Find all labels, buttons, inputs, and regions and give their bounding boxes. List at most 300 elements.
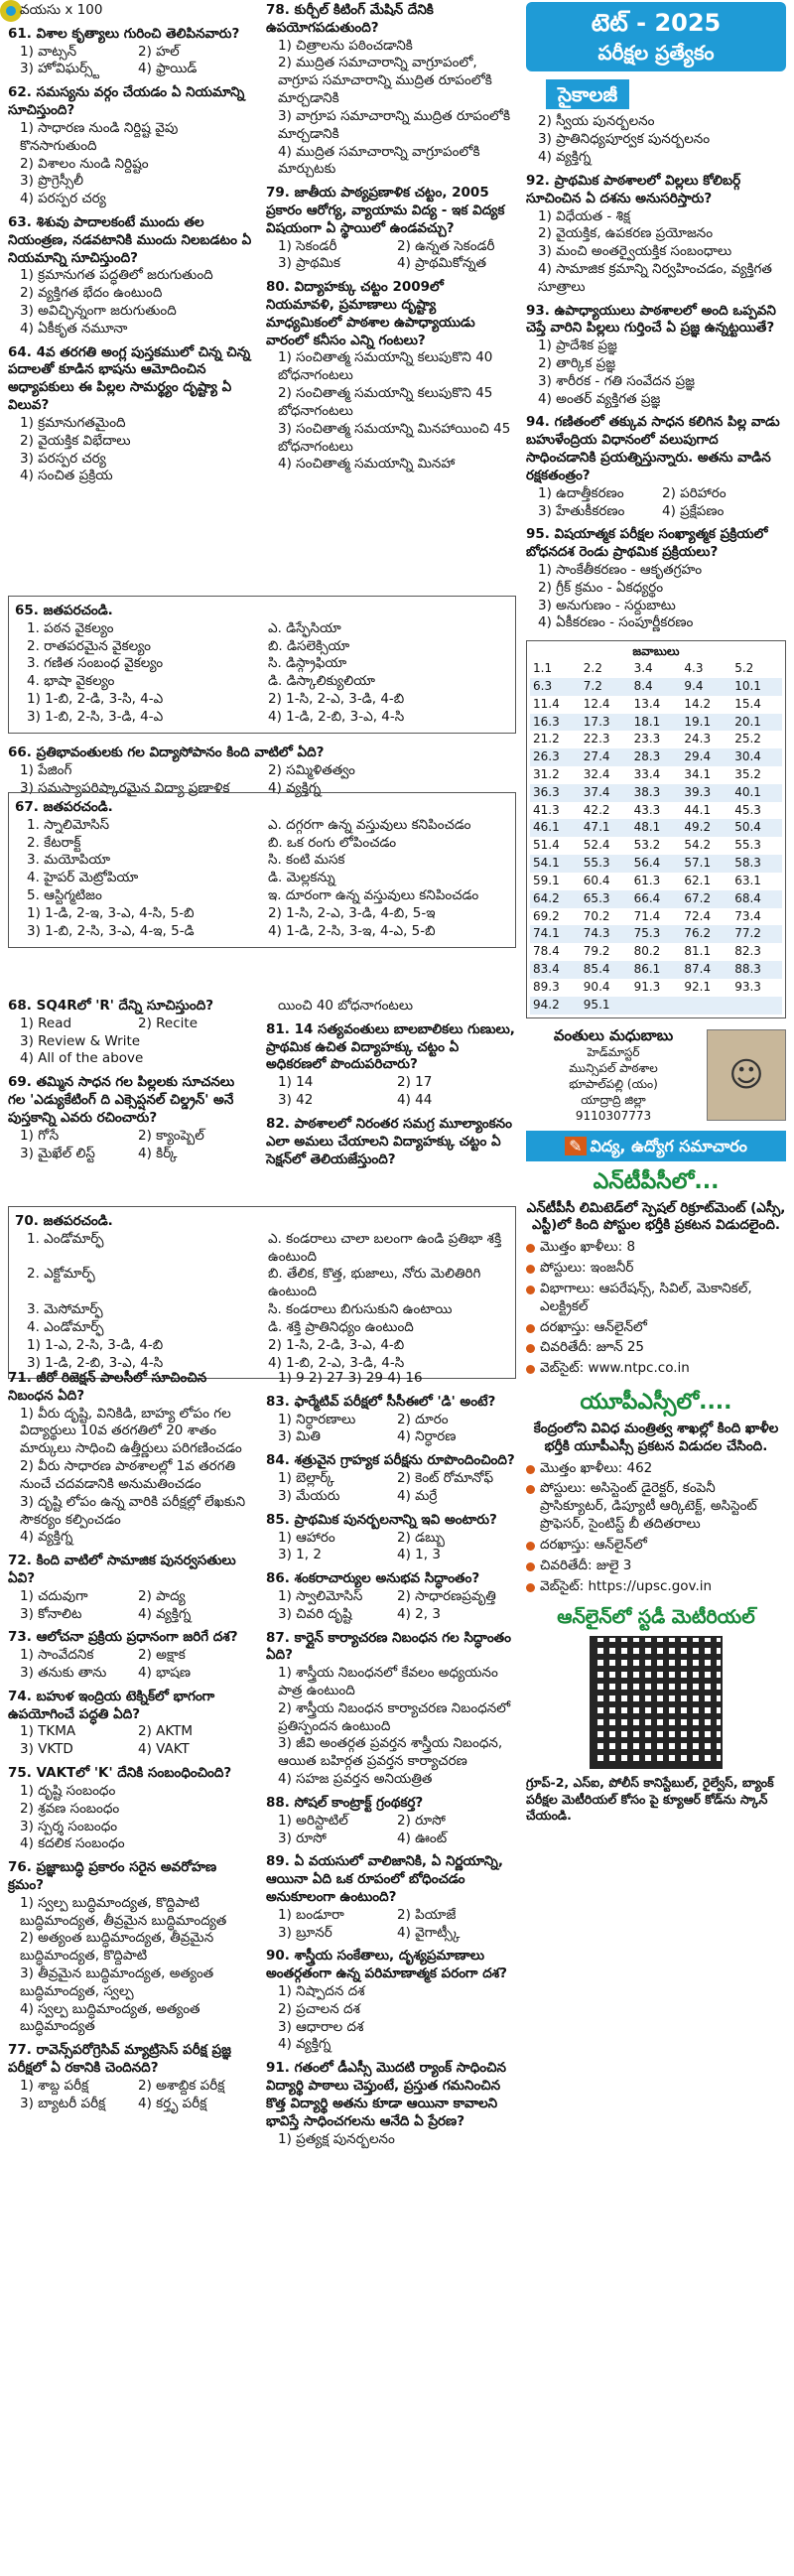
- question-text: 82. పాఠశాలలో నిరంతర సమగ్ర మూల్యాంకనం ఎలా అమలు చేయాలని విద్యాహక్కు చట్టం ఏ సెక్షన్‌లో తెలియజేస్తుంది?: [266, 1115, 513, 1167]
- option: 2) వైయక్తిక విభేదాలు: [20, 432, 131, 449]
- option: 1) చదువుగా: [20, 1587, 88, 1604]
- answer-cell: 13.4: [633, 696, 661, 711]
- answer-option: 3) 1-డి, 2-బి, 3-ఎ, 4-సి: [27, 1354, 164, 1371]
- answer-cell: 57.1: [681, 855, 731, 873]
- answer-row: [530, 997, 782, 1015]
- question: [8, 1859, 256, 2036]
- ntpc-heading: ఎన్‌టీపీసీలో...: [593, 1168, 720, 1194]
- option-row: [278, 1074, 516, 1092]
- option: 3) మేయరు: [278, 1487, 340, 1504]
- question: [8, 2, 256, 20]
- answer-cell: 41.3: [533, 802, 560, 817]
- option: 2) గ్రీక్ క్రమం - ఏకధ్యర్థం: [538, 579, 664, 596]
- question-text: 83. ఫార్మేటివ్ పరీక్షలో సీసీఈలో 'డి' అంటే?: [266, 1393, 496, 1410]
- answer-option: 2) 1-సి, 2-ఎ, 3-డి, 4-బి: [268, 691, 405, 708]
- answer-option: 2) 1-సి, 2-డి, 3-ఎ, 4-బి: [268, 1336, 405, 1353]
- tet-title: టెట్ - 2025: [591, 9, 722, 37]
- question: [266, 1512, 516, 1564]
- option: 4) భాషణ: [138, 1665, 191, 1681]
- news-band: ✎ విద్య, ఉద్యోగ సమాచారం: [526, 1131, 786, 1161]
- question: [8, 214, 256, 339]
- option: 1) వాట్సన్: [20, 43, 77, 60]
- option-row: [278, 1813, 516, 1830]
- answer-cell: 19.1: [681, 714, 731, 732]
- option: 3) మితి: [278, 1428, 321, 1445]
- match-left: 3. మయోపియా: [27, 852, 111, 869]
- answer-option: 3) 1-బి, 2-సి, 3-ఎ, 4-ఇ, 5-డి: [27, 922, 195, 939]
- author-phone: 9110307773: [575, 1108, 652, 1123]
- answer-option: 4) 1-బి, 2-ఎ, 3-డి, 4-సి: [268, 1354, 405, 1371]
- question: [8, 745, 516, 797]
- option: 2) పరిహారం: [662, 484, 727, 501]
- match-right: ఎ. డిస్ఫేసియా: [268, 619, 341, 636]
- bullet-icon: [526, 1365, 535, 1374]
- answer-cell: 88.3: [731, 961, 782, 979]
- bullet-text: పోస్టులు: ఇంజనీర్: [540, 1260, 634, 1277]
- match-right: ఎ. కండరాలు చాలా బలంగా ఉండి ప్రతిభా శక్తి ఉంటుంది: [268, 1230, 502, 1265]
- question-text: 89. ఏ వయసులో వాలిజానికి, ఏ నిర్ణయాన్ని, ఆయినా ఏది ఒక రూపంలో బోధించడం అనుకూలంగా ఉంటుంది?: [266, 1853, 503, 1905]
- match-row: [27, 870, 509, 887]
- bullet-text: దరఖాస్తు: ఆన్‌లైన్‌లో: [540, 1318, 647, 1335]
- column-1-part-3: [8, 1370, 256, 2119]
- answer-cell: 55.3: [581, 855, 631, 873]
- answer-cell: 14.2: [684, 696, 712, 711]
- option: 2) వైయక్తిక, ఉపకరణ ప్రయోజనం: [538, 225, 714, 242]
- option: 4) కిర్క్: [138, 1145, 178, 1161]
- option: 2) AKTM: [138, 1723, 194, 1740]
- answer-cell: 89.3: [533, 979, 560, 994]
- answer-cell: 9.4: [681, 678, 731, 696]
- option: 1) Read: [20, 1015, 72, 1031]
- option: 3) చివరి దృష్టి: [278, 1605, 352, 1622]
- match-title: 70. జతపరచండి.: [15, 1213, 113, 1229]
- answer-cell: 65.3: [581, 890, 631, 908]
- question-text: 95. విషయాత్మక పరీక్షల సంఖ్యాత్మక ప్రక్రియలో బోధనదశ రెండు ప్రాథమిక ప్రక్రియలు?: [526, 526, 768, 561]
- answer-cell: 58.3: [731, 855, 782, 873]
- answer-cell: 83.4: [530, 961, 581, 979]
- option: 1) ఉదాత్తీకరణం: [538, 484, 624, 501]
- match-title: 67. జతపరచండి.: [15, 799, 113, 815]
- question-text: 93. ఉపాధ్యాయులు పాఠశాలలో అంది ఒప్పవని చెప్తే వారిని పిల్లలు గుర్తించే ఏ ప్రజ్ఞ ఉన్నట్టయితే?: [526, 302, 776, 337]
- answer-option: 4) 1-డి, 2-బి, 3-ఎ, 4-సి: [268, 708, 405, 725]
- answer-cell: 29.4: [681, 748, 731, 766]
- answer-cell: 75.3: [631, 925, 682, 943]
- section-title: సైకాలజీ: [546, 79, 629, 109]
- question-text: 91. గతంలో డీఎస్సీ మొదటి ర్యాంక్ సాధించిన విద్యార్థి పాఠాలు చెప్తుంటే, ప్రస్తుత గమనించిన కొత్త విద్యార్థి అతను కూడా ఆయినా కావాలని భావిస్తే సాధించగలను ఆనేది ఏ ప్రేరణ?: [266, 2060, 506, 2129]
- answer-cell: 30.4: [731, 748, 782, 766]
- question: [526, 113, 786, 166]
- answer-row: [530, 908, 782, 926]
- question-text: 75. VAKTలో 'K' దేనికి సంబంధించింది?: [8, 1765, 232, 1782]
- match-row: [27, 673, 509, 691]
- option: 4) ప్రాథమికోన్నత: [397, 255, 486, 272]
- match-left: 1. ఎండోమార్ఫ్: [27, 1230, 104, 1247]
- answer-cell: 91.3: [633, 979, 661, 994]
- answer-row: [530, 873, 782, 890]
- option-row: [20, 1606, 256, 1624]
- question: [266, 2060, 516, 2148]
- upsc-intro: కేంద్రంలోని వివిధ మంత్రిత్వ శాఖల్లో కింది ఖాళీల భర్తీకి యూపీఎస్సీ ప్రకటన విడుదల చేసింది.: [533, 1421, 779, 1454]
- answer-cell: 94.2: [530, 997, 581, 1015]
- question-text: 69. తమ్మిన సాధన గల పిల్లలకు సూచనలు గల 'ఎడ్యుకేటింగ్ ది ఎక్సెప్షనల్ చిల్డ్రన్' అనే పుస్తకాన్ని ఎవరు రచించారు?: [8, 1074, 235, 1126]
- option: 2) హల్: [138, 43, 180, 60]
- answer-row: [530, 925, 782, 943]
- author-title: హెడ్‌మాస్టర్: [587, 1045, 640, 1060]
- match-left: 5. ఆస్టిగ్మటిజం: [27, 887, 102, 904]
- match-right: బి. ఒక రంగు లోపించడం: [268, 834, 397, 851]
- option: 4) ఏకీకరణం - సంపూర్ణీకరణం: [538, 614, 694, 631]
- answer-cell: 40.1: [731, 784, 782, 802]
- question: [266, 1570, 516, 1623]
- column-2-part-3: [266, 1370, 516, 2154]
- question-text: 71. జీరో రిజెక్షన్ పాలసీలో సూచించిన నిబంధన ఏది?: [8, 1370, 207, 1404]
- answer-row: [530, 766, 782, 784]
- option: 2) దూరం: [397, 1411, 449, 1427]
- question: [266, 185, 516, 273]
- question: [8, 1553, 256, 1623]
- answer-cell: 21.2: [533, 732, 560, 746]
- option-row: [20, 2078, 256, 2096]
- bullet-icon: [526, 1465, 535, 1474]
- answer-row: [530, 979, 782, 997]
- option: 2) Recite: [138, 1015, 198, 1031]
- option: 3) స్పర్శ సంబంధం: [20, 1818, 118, 1834]
- match-right: బి. తేలిక, కొత్త, భుజాలు, నోరు మెలితిరిగి ఉంటుంది: [268, 1266, 481, 1300]
- option: 2) వ్యక్తిగత భేదం ఉంటుంది: [20, 285, 163, 302]
- option: 2) శాస్త్రీయ నిబంధన కార్యాచరణ నిబంధనలో ప్రతిస్పందన ఉంటుంది: [278, 1699, 511, 1734]
- answers-box: [526, 640, 786, 1017]
- answer-cell: 16.3: [530, 714, 581, 732]
- option-row: [20, 1588, 256, 1606]
- answer-cell: 38.3: [631, 784, 682, 802]
- option-row: [20, 1128, 256, 1146]
- option: 3) వాగ్రూప సమాచారాన్ని ముద్రిత రూపంలోకి మార్చడానికి: [278, 107, 510, 142]
- option: 4) ఊంట్: [397, 1830, 448, 1846]
- option: 2) పియాజే: [397, 1906, 457, 1923]
- question: [266, 998, 516, 1016]
- option: 2) స్వీయ పునర్బలనం: [538, 113, 655, 130]
- option: 3) తీవ్రమైన బుద్ధిమాంద్యత, అత్యంత బుద్ధిమాంద్యత, స్వల్ప: [20, 1966, 214, 1999]
- answer-row: [530, 855, 782, 873]
- option: 1) విధేయత - శిక్ష: [538, 207, 631, 224]
- question: [266, 1795, 516, 1847]
- answer-row: [530, 890, 782, 908]
- question-text: 73. ఆలోచనా ప్రక్రియ ప్రధానంగా జరిగే దశ?: [8, 1629, 238, 1646]
- answer-cell: 66.4: [631, 890, 682, 908]
- answer-cell: 45.3: [734, 802, 761, 817]
- answer-option: 1) 1-ఎ, 2-సి, 3-డి, 4-బి: [27, 1336, 164, 1353]
- match-left: 2. ఎక్టోమార్ఫ్: [27, 1266, 95, 1283]
- answer-cell: 52.4: [583, 838, 610, 853]
- option: 1) గోసే: [20, 1127, 60, 1144]
- bullet-text: చివరితేదీ: జూన్ 25: [540, 1339, 645, 1356]
- option: 2) సమ్మిళితత్వం: [268, 761, 355, 778]
- question: [266, 1853, 516, 1942]
- question: [526, 414, 786, 520]
- option: 1) ప్రత్యక్ష పునర్బలనం: [278, 2130, 395, 2147]
- option: యించి 40 బోధనాగంటలు: [278, 998, 414, 1014]
- answer-cell: 4.3: [684, 661, 704, 676]
- match-left: 1. స్నాలిమోసిస్: [27, 816, 110, 833]
- question: [266, 1630, 516, 1789]
- option-row: [278, 238, 516, 256]
- option: 3) 42: [278, 1092, 314, 1109]
- option: 2) ఉన్నత సెకండరీ: [397, 237, 495, 254]
- answer-cell: 82.3: [734, 944, 761, 959]
- match-row: [27, 852, 509, 870]
- option: 1) స్వల్ప బుద్ధిమాంద్యత, కొద్దిపాటి బుద్ధిమాంద్యత, తీవ్రమైన బుద్ధిమాంద్యత: [20, 1894, 227, 1929]
- option-row: [20, 1146, 256, 1163]
- answer-cell: 87.4: [681, 961, 731, 979]
- option: 3) రూసో: [278, 1830, 327, 1846]
- option: వయసు x 100: [20, 2, 103, 18]
- answer-row: [27, 923, 509, 941]
- answer-row: [530, 731, 782, 748]
- question: [8, 1765, 256, 1853]
- option: 1) బండూరా: [278, 1906, 344, 1923]
- match-right: డి. శక్తి ప్రాతినిధ్యం ఉంటుంది: [268, 1318, 414, 1335]
- option: 4) వ్యక్తిగ్న: [138, 1605, 192, 1622]
- answer-cell: 62.1: [684, 873, 712, 887]
- answer-cell: 64.2: [530, 890, 581, 908]
- match-left: 4. హైపర్ మెట్రోపియా: [27, 870, 139, 886]
- question-text: 68. SQ4Rలో 'R' దేన్ని సూచిస్తుంది?: [8, 998, 214, 1014]
- option: 1) TKMA: [20, 1723, 76, 1740]
- bullet-icon: [526, 1485, 535, 1494]
- answer-cell: 37.4: [581, 784, 631, 802]
- option: 3) 1, 2: [278, 1547, 322, 1563]
- column-1-part-2: [8, 998, 256, 1168]
- option: 2) ముద్రిత సమాచారాన్ని వాగ్రూపంలో, వాగ్రూప సమాచారాన్ని ముద్రిత రూపంలోకి మార్చడానికి: [278, 55, 492, 107]
- option: 2) డబ్బు: [397, 1529, 445, 1546]
- answer-row: [530, 784, 782, 802]
- answer-cell: 80.2: [633, 944, 661, 959]
- option: 4) స్వల్ప బుద్ధిమాంద్యత, అత్యంత బుద్ధిమాంద్యత: [20, 2000, 200, 2035]
- bullet-item: [526, 1460, 786, 1478]
- option: 3) తనుకు తాను: [20, 1665, 107, 1681]
- answer-cell: 32.4: [583, 767, 610, 781]
- qr-code-icon[interactable]: [590, 1636, 723, 1769]
- option-row: [278, 1428, 516, 1446]
- option: 1) శాబ్ద పరీక్ష: [20, 2077, 89, 2094]
- option: 3) ప్రాథమిక: [278, 255, 340, 272]
- answer-cell: 26.3: [530, 748, 581, 766]
- answer-cell: 44.1: [684, 802, 712, 817]
- answer-cell: 61.3: [633, 873, 661, 887]
- option: 1) 9 2) 27 3) 29 4) 16: [278, 1370, 423, 1386]
- option: 4) వ్యక్తిగ్న: [278, 2036, 331, 2053]
- option: 4) వ్యక్తిగ్న: [538, 149, 592, 166]
- bullet-icon: [526, 1324, 535, 1333]
- option: 1) ప్రాదేశిక ప్రజ్ఞ: [538, 338, 617, 354]
- answer-cell: 72.4: [684, 908, 712, 923]
- question-text: 61. విశాల కృత్యాలు గురించి తెలిపినవారు?: [8, 25, 240, 42]
- match-row: [27, 887, 509, 905]
- option-row: [20, 44, 256, 62]
- upsc-section: [526, 1388, 786, 1595]
- option: 2) అక్షాక: [138, 1647, 186, 1664]
- bullet-item: [526, 1319, 786, 1337]
- option: 4) సహజ ప్రవర్తన అనియత్రిత: [278, 1771, 433, 1788]
- option-row: [278, 1412, 516, 1429]
- answer-cell: 51.4: [533, 838, 560, 853]
- column-3: [526, 113, 786, 632]
- option: 1) సంచితాత్మ సమయాన్ని కలుపుకొని 40 బోధనాగంటలు: [278, 349, 493, 384]
- answer-option: 1) 1-డి, 2-ఇ, 3-ఎ, 4-సి, 5-బి: [27, 904, 195, 921]
- answer-cell: 20.1: [731, 714, 782, 732]
- option-row: [278, 1606, 516, 1624]
- answer-cell: 53.2: [633, 838, 661, 853]
- question: [526, 526, 786, 632]
- answer-cell: 28.3: [631, 748, 682, 766]
- answer-cell: 77.2: [731, 925, 782, 943]
- answer-row: [530, 802, 782, 820]
- question-text: 90. శాస్త్రీయ సంకేతాలు, దృశ్యప్రమాణాలు అంతర్గతంగా ఉన్న పరిమాణాత్మక పరంగా దశ?: [266, 1948, 507, 1982]
- option: 2) విశాలం నుండి నిర్దిష్టం: [20, 155, 149, 172]
- answer-cell: 24.3: [684, 732, 712, 746]
- match-left: 3. మెసోమార్ఫ్: [27, 1301, 103, 1318]
- option: 4) సంచితాత్మ సమయాన్ని మినహా: [278, 456, 456, 473]
- match-right: ఇ. దూరంగా ఉన్న వస్తువులు కనిపించడం: [268, 887, 479, 904]
- option-row: [278, 1092, 516, 1110]
- match-row: [27, 835, 509, 853]
- ntpc-intro: ఎన్‌టీపీసీ లిమిటెడ్‌లో స్పెషల్ రిక్రూట్‌మెంట్ (ఎస్సీ, ఎస్టీ)లో కింది పోస్టుల భర్తీకి ప్రకటన విడుదలైంది.: [526, 1199, 786, 1234]
- question: [266, 1394, 516, 1446]
- answer-cell: 69.2: [533, 908, 560, 923]
- answer-cell: 11.4: [533, 696, 560, 711]
- option: 1) సెకండరీ: [278, 237, 337, 254]
- option: 1) నిర్ధారణాలు: [278, 1411, 356, 1427]
- option: 4) వైగాట్స్కీ: [397, 1924, 461, 1941]
- answer-cell: 85.4: [581, 961, 631, 979]
- match-row: [27, 1231, 509, 1267]
- answer-cell: 6.3: [530, 678, 581, 696]
- answer-cell: 54.2: [684, 838, 712, 853]
- match-row: [27, 620, 509, 638]
- option: 3) బ్రూనర్: [278, 1924, 332, 1941]
- question: [8, 344, 256, 486]
- answer-cell: 60.4: [583, 873, 610, 887]
- author-box: [526, 1026, 786, 1125]
- question-text: 88. సోషల్ కాంట్రాక్ట్ గ్రంథకర్త?: [266, 1794, 424, 1811]
- question-text: 86. శంకరాచార్యుల అనుభవ సిద్ధాంతం?: [266, 1570, 480, 1587]
- question: [526, 303, 786, 409]
- answer-cell: 49.2: [681, 819, 731, 837]
- question-text: 72. కింది వాటిలో సామాజిక పునర్వసతులు ఏవి?: [8, 1553, 236, 1586]
- bullet-text: విభాగాలు: ఆపరేషన్స్, సివిల్, మెకానికల్, ఎలక్ట్రికల్: [540, 1280, 752, 1314]
- upsc-heading: యూపీఎస్సీలో....: [580, 1389, 732, 1415]
- question-text: 79. జాతీయ పాఠ్యప్రణాళిక చట్టం, 2005 ప్రకారం ఆరోగ్య, వ్యాయామ విద్య - ఇక విద్యక విషయంగా ఏ స్థాయిలో ఉండవచ్చు?: [266, 185, 505, 236]
- answer-cell: 42.2: [583, 802, 610, 817]
- option: 3) అవిచ్ఛిన్నంగా జరుగుతుంది: [20, 303, 177, 319]
- match-right: బి. డిసలెక్సియా: [268, 637, 350, 654]
- option-row: [538, 485, 786, 503]
- option: 1) సాంవేదనిక: [20, 1647, 94, 1664]
- option: 2) వీరు సాధారణ పాఠశాలల్లో 1వ తరగతి నుంచే చదవడానికి అనుమతించడం: [20, 1458, 236, 1492]
- answer-cell: 79.2: [583, 944, 610, 959]
- answer-row: [530, 943, 782, 961]
- answer-cell: 23.3: [633, 732, 661, 746]
- option-row: [278, 255, 516, 273]
- option: 1) సాధారణ నుండి నిర్దిష్ట వైపు కొనసాగుతుంది: [20, 119, 179, 154]
- bullet-text: పోస్టులు: అసిస్టెంట్ డైరెక్టర్, కంపెనీ ప్రాసిక్యూటర్, డిప్యూటీ ఆర్కిటెక్ట్, అసిస్టెంట్ ప్రొఫెసర్, సైంటిస్ట్ బీ తదితరాలు: [540, 1480, 757, 1533]
- answer-cell: 2.2: [583, 661, 602, 676]
- column-2-part-2: [266, 998, 516, 1174]
- match-right: సి. కంటి మసక: [268, 852, 345, 869]
- answer-cell: 33.4: [633, 767, 661, 781]
- question-text: 81. 14 సత్యవంతులు బాలబాలికలు గుణులు, ప్రాథమిక ఉచిత విద్యాహక్కు చట్టం ఏ అధికరణలో పొందుపరిచారు?: [266, 1020, 515, 1073]
- question: [8, 1370, 256, 1547]
- answer-cell: 81.1: [684, 944, 712, 959]
- question: [8, 2042, 256, 2112]
- option: 1) సాంకేతీకరణం - ఆకృతగ్రహం: [538, 561, 703, 578]
- bullet-text: మొత్తం ఖాళీలు: 8: [540, 1239, 636, 1256]
- question: [266, 279, 516, 474]
- question-text: 85. ప్రాథమిక పునర్బలనాన్ని ఇవి అంటారు?: [266, 1511, 497, 1528]
- bullet-item: [526, 1281, 786, 1316]
- answer-cell: 1.1: [533, 661, 553, 676]
- bullet-text: వెబ్‌సైట్: www.ntpc.co.in: [540, 1360, 690, 1377]
- option: 3) మంచి అంతర్వైయక్తిక సంబంధాలు: [538, 243, 732, 260]
- option-row: [278, 1588, 516, 1606]
- online-heading: ఆన్‌లైన్‌లో స్టడీ మెటీరియల్: [557, 1606, 755, 1629]
- option: 3) సమస్యాపరిష్కారమైన విద్యా ప్రణాళిక: [20, 779, 230, 796]
- question-text: 94. గణితంలో తక్కువ సాధన కలిగిన పిల్ల వాడు బహుళేంద్రియ విధానంలో వలుపుగాద సాధించడానికి ప్రయత్నిస్తున్నారు. అతను వాడిన రక్షకతంత్రం?: [526, 414, 780, 483]
- bullet-icon: [526, 1562, 535, 1571]
- option: 3) పరస్పర చర్య: [20, 450, 106, 467]
- option: 2) అత్యంత బుద్ధిమాంద్యత, తీవ్రమైన బుద్ధిమాంద్యత, కొద్దిపాటి: [20, 1930, 214, 1965]
- option: 4) కర్తృ పరీక్ష: [138, 2095, 207, 2111]
- answer-row: [27, 1337, 509, 1355]
- match-right: సి. డిస్గ్రాఫియా: [268, 655, 347, 672]
- option: 2) అశాబ్దిక పరీక్ష: [138, 2077, 225, 2094]
- option: 4) ప్రక్షేపణం: [662, 502, 725, 519]
- answer-cell: [731, 997, 782, 1015]
- author-org: భూపాల్‌పల్లి (యం): [569, 1077, 658, 1092]
- option: 2) రూసో: [397, 1812, 446, 1829]
- question-text: 84. శత్రువైన గ్రాహ్యక పరీక్షను రూపొందించింది?: [266, 1452, 515, 1469]
- answer-cell: 18.1: [631, 714, 682, 732]
- online-section: [526, 1605, 786, 1825]
- bullet-text: దరఖాస్తు: ఆన్‌లైన్‌లో: [540, 1536, 647, 1553]
- bullet-text: వెబ్‌సైట్: https://upsc.gov.in: [540, 1577, 713, 1594]
- match-row: [27, 638, 509, 656]
- match-left: 4. భాషా వైకల్యం: [27, 673, 115, 690]
- answer-cell: 67.2: [681, 890, 731, 908]
- option: 3) అనుగుణం - సర్దుబాటు: [538, 597, 676, 613]
- question: [266, 1452, 516, 1505]
- author-district: యాద్రాద్రి జిల్లా: [581, 1092, 646, 1107]
- question: [8, 1629, 256, 1682]
- option: 4) సంచిత ప్రక్రియ: [20, 468, 113, 484]
- answer-cell: 86.1: [631, 961, 682, 979]
- option: 2) సంచితాత్మ సమయాన్ని కలుపుకొని 45 బోధనాగంటలు: [278, 385, 493, 419]
- bullet-item: [526, 1360, 786, 1378]
- option: 4) ఏకీకృత నమూనా: [20, 320, 128, 337]
- question-text: 74. బహుళ ఇంద్రియ టెక్నిక్‌లో భాగంగా ఉపయోగించే పద్ధతి ఏది?: [8, 1688, 215, 1722]
- author-name: వంతులు మధుబాబు: [553, 1025, 674, 1044]
- bullet-icon: [526, 1265, 535, 1274]
- option-row: [20, 2096, 256, 2113]
- answer-cell: [631, 997, 682, 1015]
- answer-cell: 12.4: [583, 696, 610, 711]
- match-right: డి. డిస్కాలిక్యులియా: [268, 673, 375, 690]
- answer-option: 1) 1-బి, 2-డి, 3-సి, 4-ఎ: [27, 691, 164, 708]
- option: 3) ప్రాతినిధ్యపూర్వక పునర్బలనం: [538, 131, 711, 148]
- match-row: [27, 1266, 509, 1301]
- bullet-item: [526, 1339, 786, 1357]
- match-right: సి. కండరాలు బిగుసుకుని ఉంటాయి: [268, 1301, 453, 1318]
